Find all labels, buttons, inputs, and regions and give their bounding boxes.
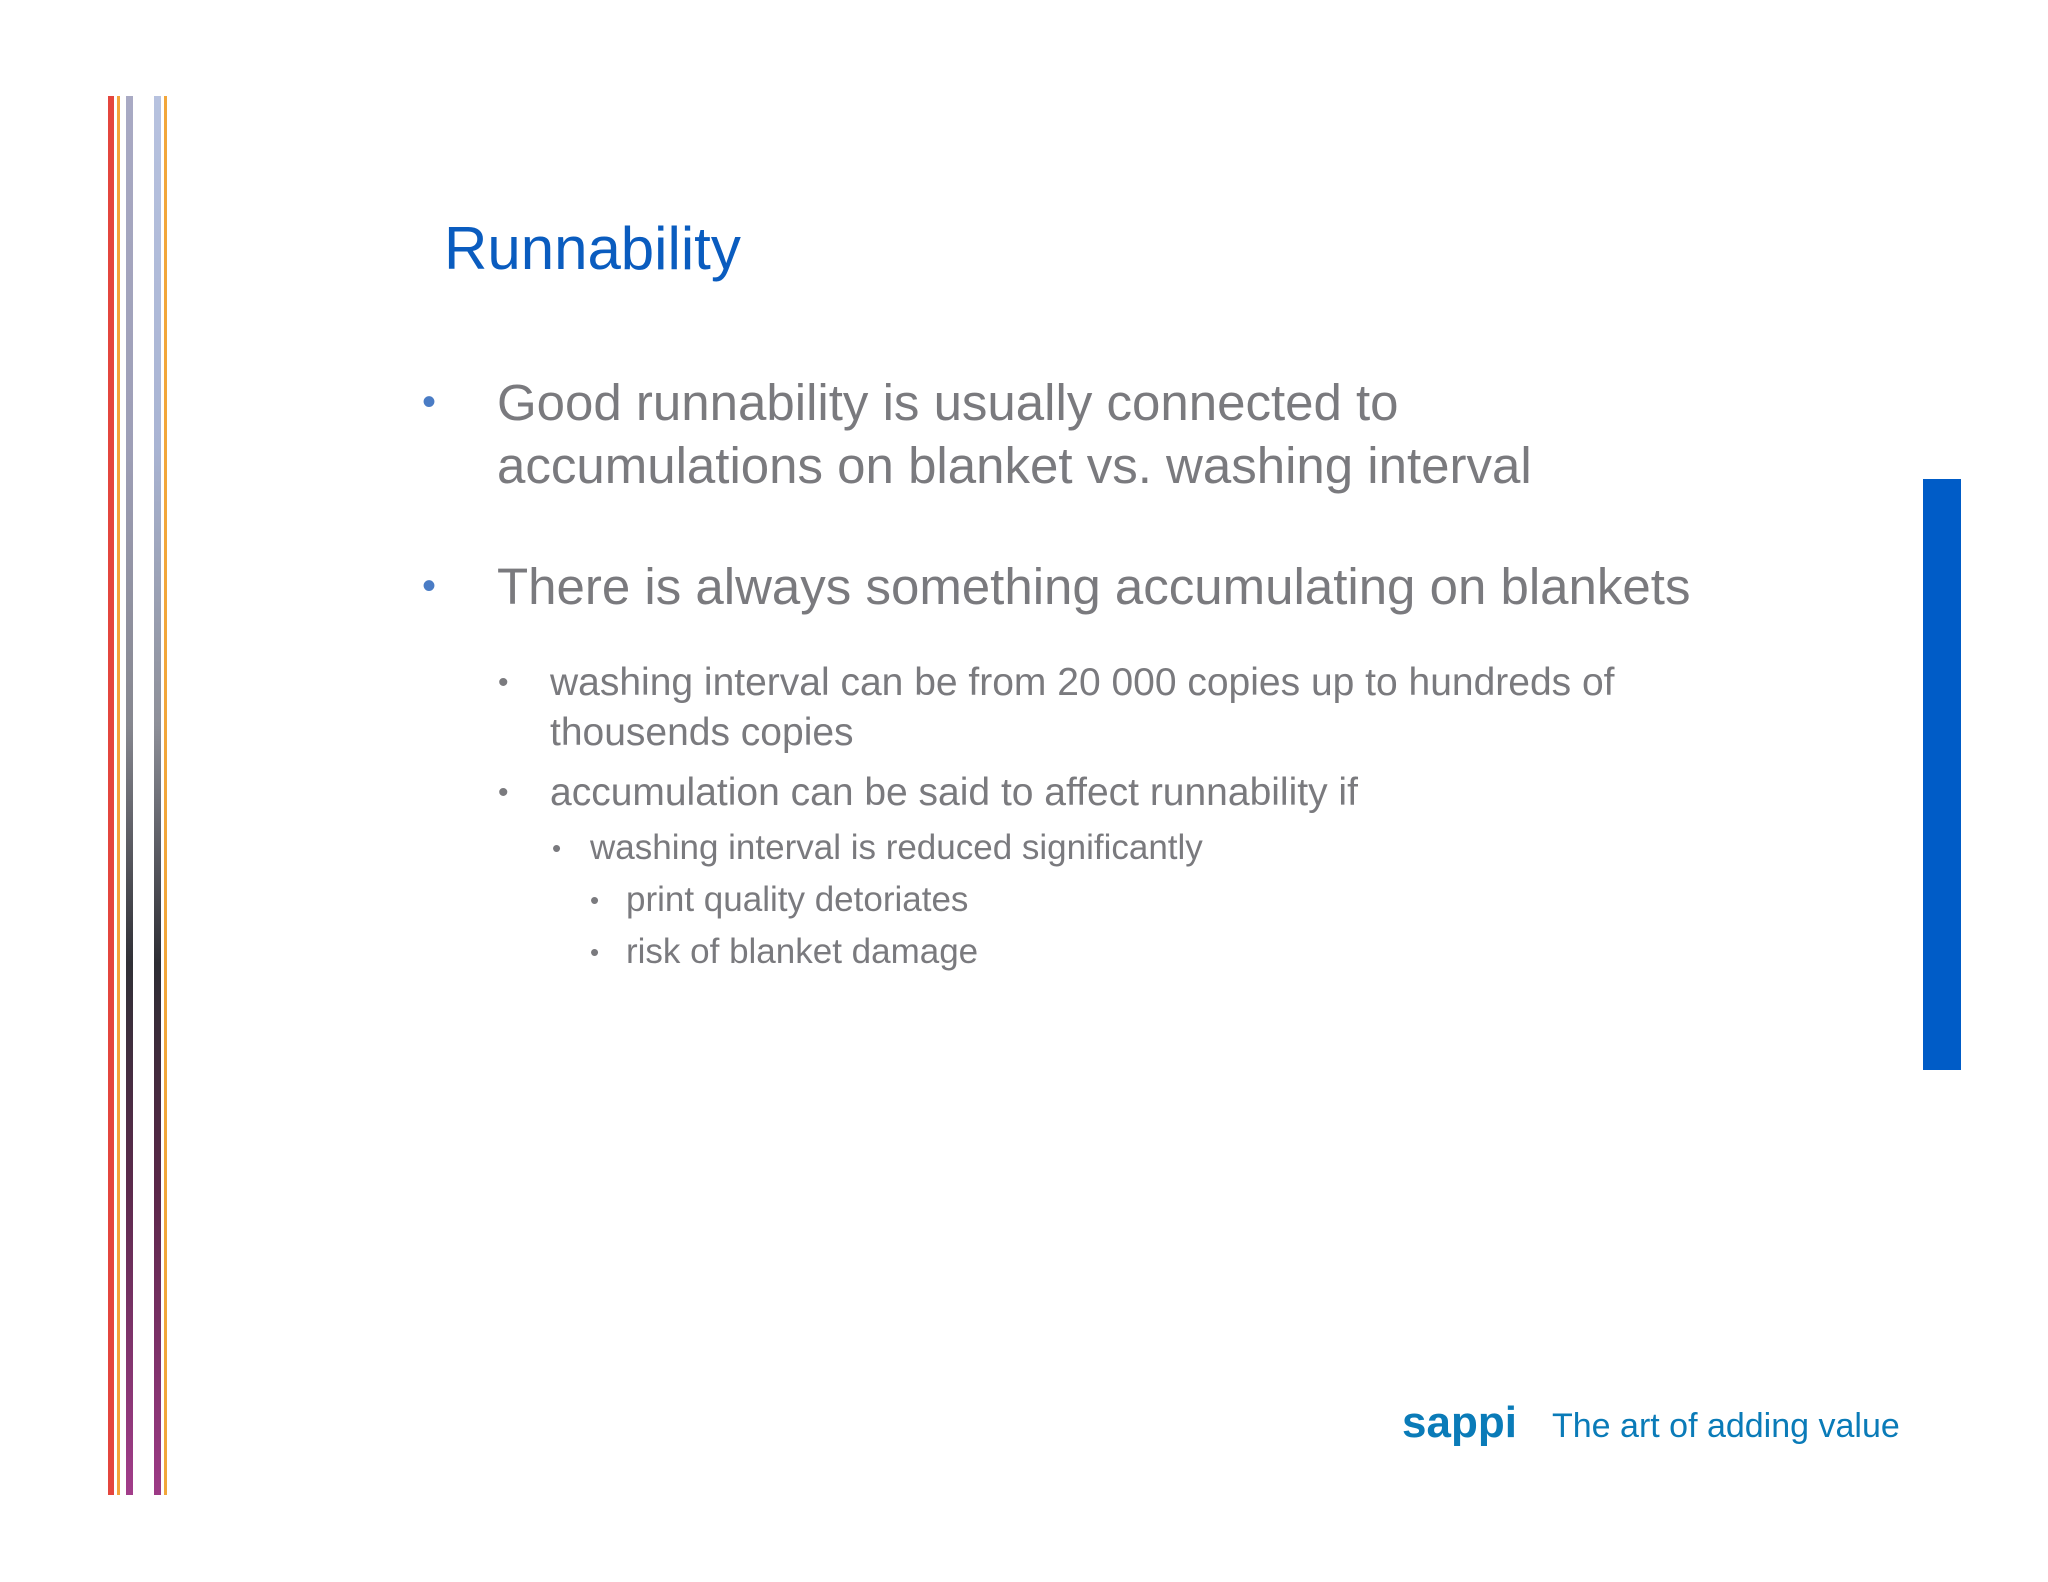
- bullet-text-line: washing interval can be from 20 000 copies up to hundreds of: [550, 661, 1615, 704]
- bullet-text-line: accumulations on blanket vs. washing interval: [497, 437, 1532, 494]
- decorative-stripe-orange: [164, 96, 167, 1495]
- bullet-text-line: Good runnability is usually connected to: [497, 374, 1399, 431]
- bullet-text-line: accumulation can be said to affect runnability if: [550, 771, 1358, 814]
- bullet-text-line: thousends copies: [550, 711, 854, 754]
- footer-tagline: The art of adding value: [1552, 1407, 1900, 1445]
- sub-sub-sub-bullet-item: [590, 930, 1690, 976]
- bullet-text-line: washing interval is reduced significantly: [590, 828, 1203, 867]
- sub-bullet-item: [498, 768, 1798, 820]
- sub-bullet-item: [498, 658, 1798, 758]
- bullet-marker: •: [552, 833, 562, 863]
- sappi-logo: sappi: [1402, 1398, 1517, 1447]
- bullet-marker: •: [422, 564, 437, 608]
- decorative-stripe-red: [108, 96, 114, 1495]
- sub-sub-bullet-item: [552, 826, 1752, 872]
- bullet-marker: •: [498, 776, 509, 809]
- sub-sub-sub-bullet-item: [590, 878, 1690, 924]
- bullet-item: [422, 555, 1822, 621]
- decorative-stripe-gradient: [154, 96, 161, 1495]
- bullet-marker: •: [590, 885, 600, 915]
- bullet-item: [422, 371, 1822, 501]
- slide-title: Runnability: [444, 215, 741, 282]
- bullet-marker: •: [498, 666, 509, 699]
- bullet-text-line: print quality detoriates: [626, 880, 969, 919]
- bullet-marker: •: [422, 380, 437, 424]
- decorative-stripe-orange: [117, 96, 120, 1495]
- bullet-text-line: There is always something accumulating on blankets: [497, 558, 1691, 615]
- accent-bar: [1923, 479, 1961, 1070]
- bullet-marker: •: [590, 937, 600, 967]
- decorative-stripe-gradient: [126, 96, 133, 1495]
- bullet-text-line: risk of blanket damage: [626, 932, 979, 971]
